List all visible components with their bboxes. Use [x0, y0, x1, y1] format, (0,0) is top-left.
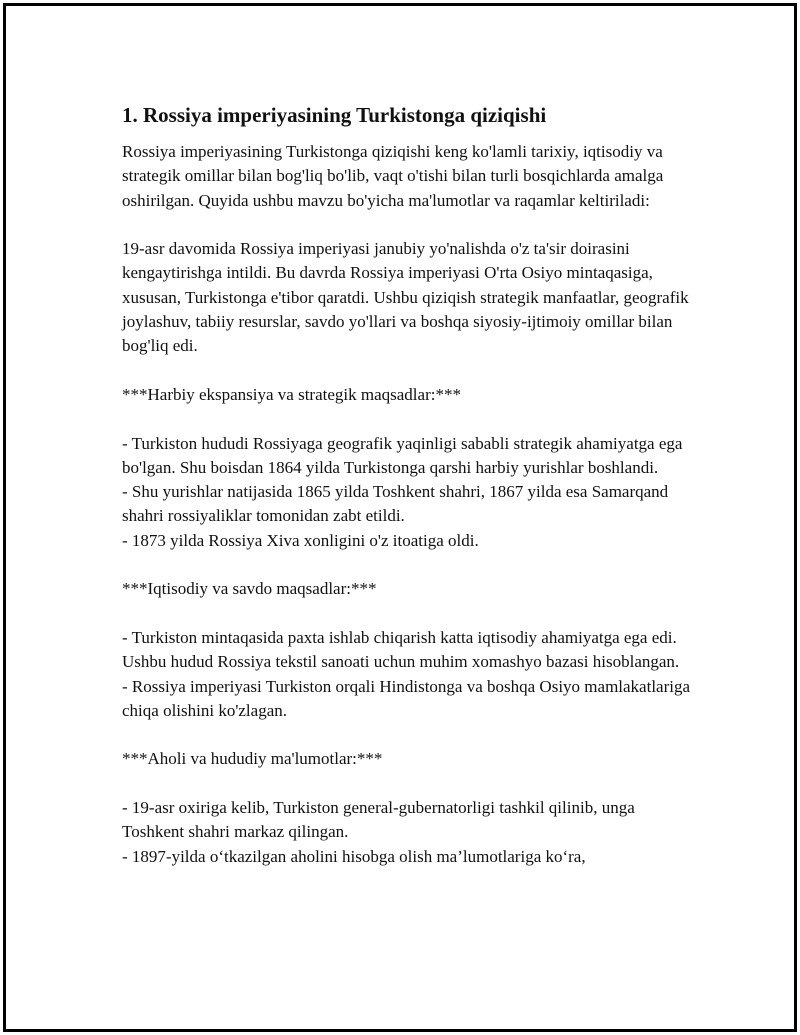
section-heading-population: ***Aholi va hududiy ma'lumotlar:*** [122, 749, 383, 769]
bullet-item: - 1873 yilda Rossiya Xiva xonligini o'z itoatiga oldi. [122, 530, 479, 550]
bullet-item: - Rossiya imperiyasi Turkiston orqali Hindistonga va boshqa Osiyo mamlakatlariga chiqa olishini ko'zlagan. [122, 676, 691, 720]
bullet-item: - Turkiston mintaqasida paxta ishlab chiqarish katta iqtisodiy ahamiyatga ega edi. Ushbu hudud Rossiya tekstil sanoati uchun muhim xomashyo bazasi hisoblangan. [122, 627, 680, 672]
paragraph-gap [122, 553, 697, 577]
intro-paragraph: Rossiya imperiyasining Turkistonga qiziqishi keng ko'lamli tarixiy, iqtisodiy va strategik omillar bilan bog'liq bo'lib, vaqt o'tishi bilan turli bosqichlarda amalga oshirilgan. Quyida ushbu mavzu bo'yicha ma'lumotlar va raqamlar keltiriladi: [122, 142, 664, 210]
bullet-item: - Shu yurishlar natijasida 1865 yilda Toshkent shahri, 1867 yilda esa Samarqand shahri rossiyaliklar tomonidan zabt etildi. [122, 482, 669, 526]
paragraph-gap [122, 723, 697, 747]
bullet-item: - Turkiston hududi Rossiyaga geografik yaqinligi sababli strategik ahamiyatga ega bo'lgan. Shu boisdan 1864 yilda Turkistonga qarshi harbiy yurishlar boshlandi. [122, 433, 683, 477]
context-paragraph: 19-asr davomida Rossiya imperiyasi janubiy yo'nalishda o'z ta'sir doirasini kengaytirishga intildi. Bu davrda Rossiya imperiyasi O'rta Osiyo mintaqasiga, xususan, Turkistonga e'tibor qaratdi. Ushbu qiziqish strategik manfaatlar, geografik joylashuv, tabiiy resurslar, savdo yo'llari va boshqa siyosiy-ijtimoiy omillar bilan bog'liq edi. [122, 239, 689, 356]
section-heading-economic: ***Iqtisodiy va savdo maqsadlar:*** [122, 579, 377, 599]
section-heading-military: ***Harbiy ekspansiya va strategik maqsadlar:*** [122, 384, 461, 404]
bullet-item: - 1897-yilda o‘tkazilgan aholini hisobga olish ma’lumotlariga ko‘ra, [122, 846, 586, 866]
document-title: 1. Rossiya imperiyasining Turkistonga qiziqishi [122, 103, 547, 127]
paragraph-gap [122, 772, 697, 796]
paragraph-gap [122, 213, 697, 237]
page-border [3, 3, 797, 1032]
paragraph-gap [122, 602, 697, 626]
paragraph-gap [122, 359, 697, 383]
document-body [122, 102, 697, 869]
paragraph-gap [122, 407, 697, 431]
bullet-item: - 19-asr oxiriga kelib, Turkiston general-gubernatorligi tashkil qilinib, unga Toshkent shahri markaz qilingan. [122, 798, 635, 842]
